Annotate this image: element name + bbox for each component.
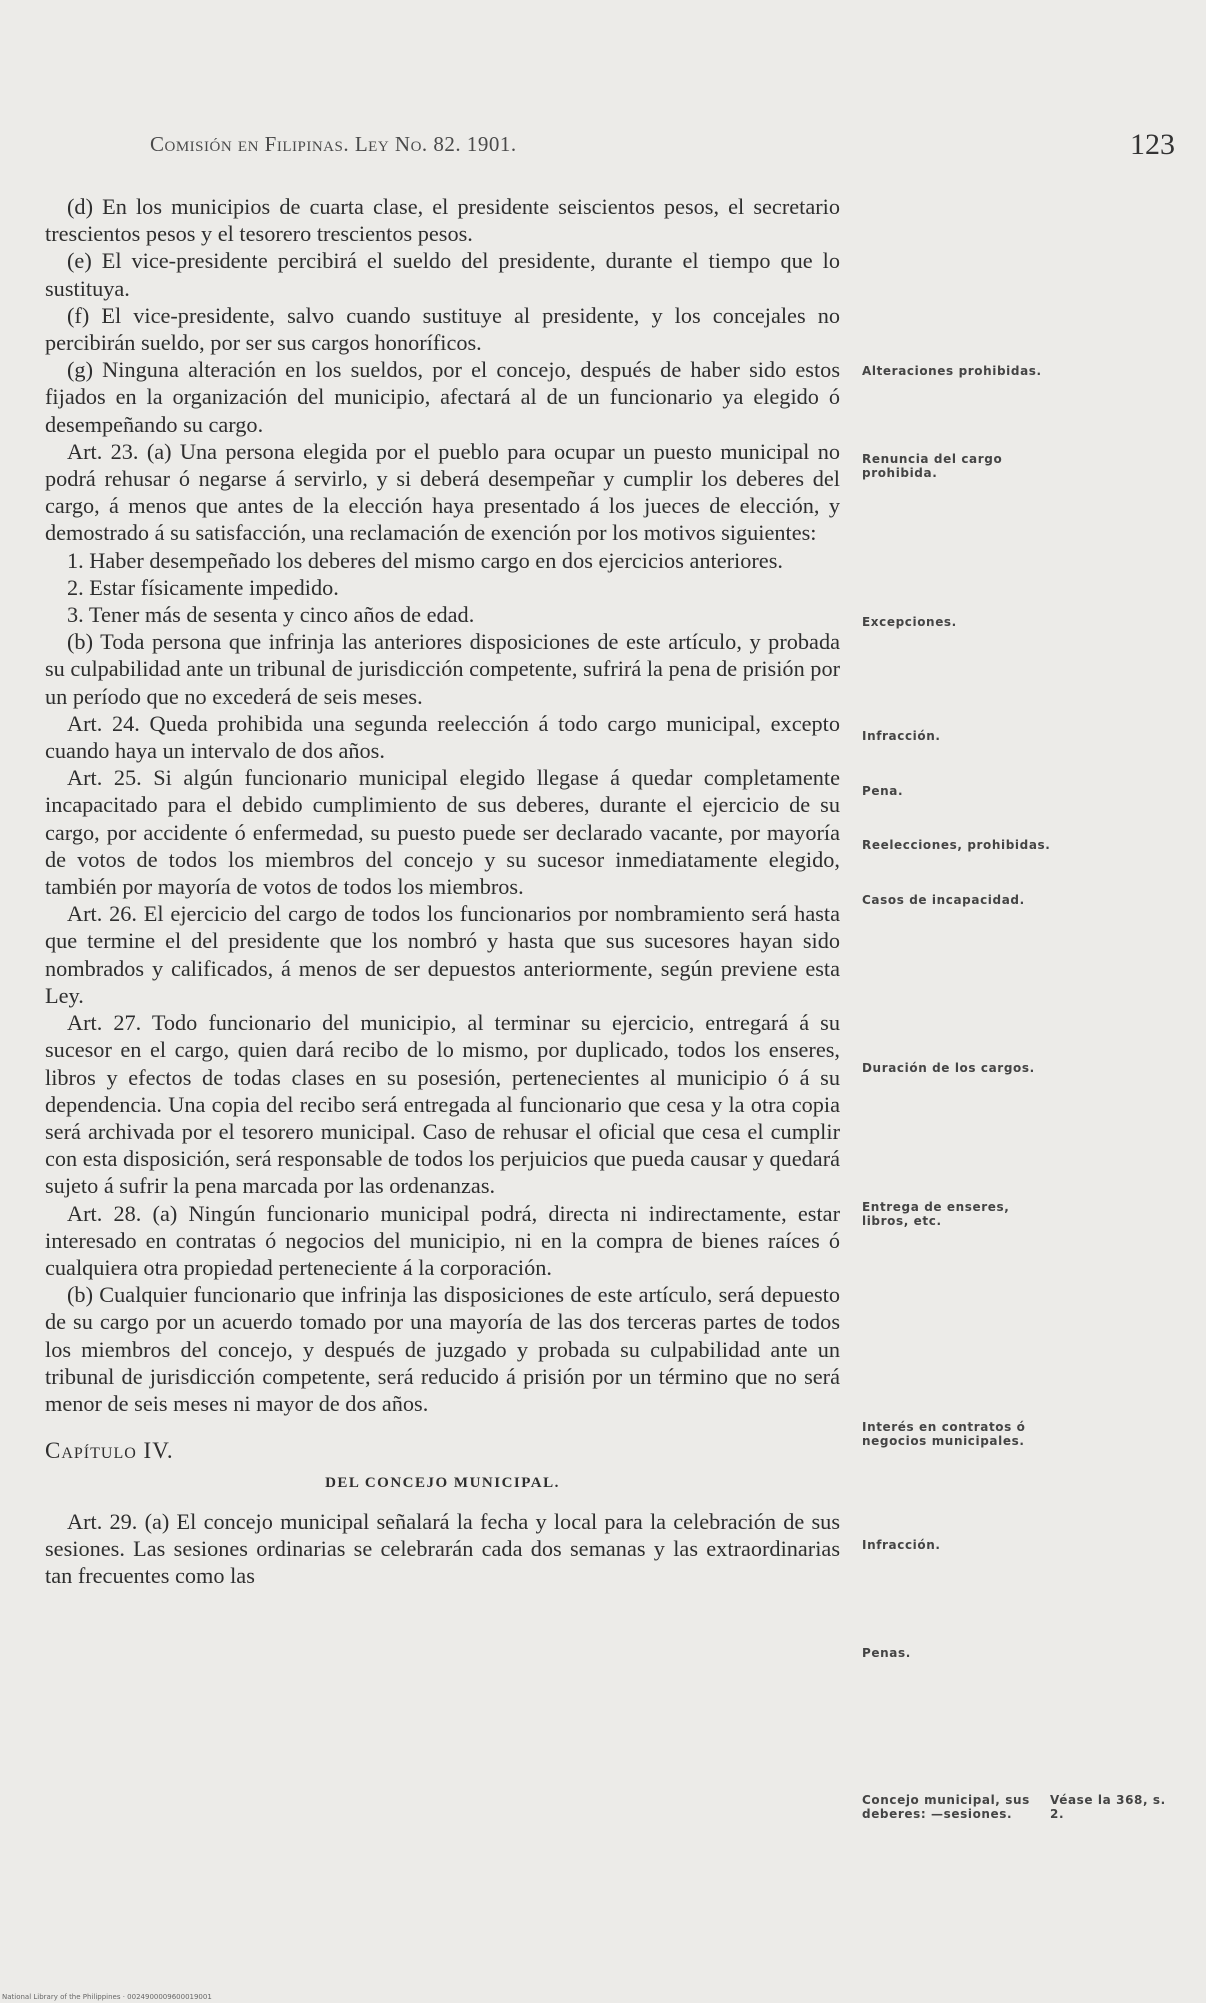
paragraph: (f) El vice-presidente, salvo cuando sustituye al presidente, y los concejales no percibirán sueldo, por ser sus cargos honoríficos. xyxy=(45,302,840,356)
list-item: 2. Estar físicamente impedido. xyxy=(67,574,339,600)
margin-note: Renuncia del cargo prohibida. xyxy=(862,452,1003,480)
paragraph: (e) El vice-presidente percibirá el sueldo del presidente, durante el tiempo que lo sustituya. xyxy=(45,248,840,301)
margin-note: Casos de incapacidad. xyxy=(862,893,1025,907)
paragraph: (g) Ninguna alteración en los sueldos, por el concejo, después de haber sido estos fijados en la organización del municipio, afectará al de un funcionario ya elegido ó desempeñando su cargo. xyxy=(45,357,840,437)
article-25: Art. 25. Si algún funcionario municipal elegido llegase á quedar completamente incapacitado para el debido cumplimiento de sus deberes, durante el ejercicio de su cargo, por accidente ó enfermedad, su puesto puede ser declarado vacante, por mayoría de votos de todos los miembros del concejo y su sucesor inmediatamente elegido, también por mayoría de votos de todos los miembros. xyxy=(45,765,840,900)
cross-reference-note: Véase la 368, s. 2. xyxy=(1050,1793,1166,1821)
article-27: Art. 27. Todo funcionario del municipio, al terminar su ejercicio, entregará á su sucesor en el cargo, quien dará recibo de lo mismo, por duplicado, todos los enseres, libros y efectos de todas clases en su posesión, pertenecientes al municipio ó á su dependencia. Una copia del recibo será entregada al funcionario que cesa y la otra copia será archivada por el tesorero municipal. Caso de rehusar el oficial que cesa el cumplir con esta disposición, será responsable de todos los perjuicios que pueda causar y quedará sujeto á sufrir la pena marcada por las ordenanzas. xyxy=(45,1010,841,1199)
list-item: 1. Haber desempeñado los deberes del mismo cargo en dos ejercicios anteriores. xyxy=(67,547,783,573)
paragraph: (b) Cualquier funcionario que infrinja las disposiciones de este artículo, será depuesto de su cargo por un acuerdo tomado por una mayoría de las dos terceras partes de todos los miembros del concejo, y después de juzgado y probada su culpabilidad ante un tribunal de jurisdicción competente, será reducido á prisión por un término que no será menor de seis meses ni mayor de dos años. xyxy=(45,1282,840,1416)
article-26: Art. 26. El ejercicio del cargo de todos los funcionarios por nombramiento será hasta que termine el del presidente que los nombró y hasta que sus sucesores hayan sido nombrados y calificados, á menos de ser depuestos anteriormente, según previene esta Ley. xyxy=(45,901,840,1008)
margin-note: Penas. xyxy=(862,1646,911,1660)
page-header xyxy=(150,128,1175,168)
article-23: Art. 23. (a) Una persona elegida por el pueblo para ocupar un puesto municipal no podrá rehusar ó negarse á servirlo, y si deberá desempeñar y cumplir los deberes del cargo, á menos que antes de la elección haya presentado á los jueces de elección, y demostrado á su satisfacción, una reclamación de exención por los motivos siguientes: xyxy=(45,438,840,546)
chapter-title: Capítulo IV. xyxy=(45,1438,174,1464)
article-29: Art. 29. (a) El concejo municipal señalará la fecha y local para la celebración de sus sesiones. Las sesiones ordinarias se celebrarán cada dos semanas y las extraordinarias tan frecuentes como las xyxy=(45,1508,840,1588)
margin-note: Entrega de enseres, libros, etc. xyxy=(862,1200,1010,1228)
margin-note: Duración de los cargos. xyxy=(862,1061,1035,1075)
margin-note: Alteraciones prohibidas. xyxy=(862,364,1042,378)
list-item: 3. Tener más de sesenta y cinco años de edad. xyxy=(67,602,475,628)
paragraph: (b) Toda persona que infrinja las anteriores disposiciones de este artículo, y probada su culpabilidad ante un tribunal de jurisdicción competente, sufrirá la pena de prisión por un período que no excederá de seis meses. xyxy=(45,629,841,709)
body-text xyxy=(45,193,840,1589)
margin-note: Infracción. xyxy=(862,1538,941,1552)
article-28: Art. 28. (a) Ningún funcionario municipal podrá, directa ni indirectamente, estar interesado en contratas ó negocios del municipio, ni en la compra de bienes raíces ó cualquiera otra propiedad perteneciente á la corporación. xyxy=(45,1200,840,1280)
chapter-subtitle: DEL CONCEJO MUNICIPAL. xyxy=(325,1475,560,1492)
margin-note: Concejo municipal, sus deberes: —sesiones. xyxy=(862,1793,1030,1821)
page-number: 123 xyxy=(1130,128,1175,161)
margin-note: Excepciones. xyxy=(862,615,957,629)
margin-note: Interés en contratos ó negocios municipales. xyxy=(862,1420,1026,1448)
margin-note: Infracción. xyxy=(862,729,941,743)
scan-footer: National Library of the Philippines · 0024900009600019001 xyxy=(2,1993,212,2001)
article-24: Art. 24. Queda prohibida una segunda reelección á todo cargo municipal, excepto cuando haya un intervalo de dos años. xyxy=(45,710,840,764)
margin-note: Reelecciones, prohibidas. xyxy=(862,838,1051,852)
margin-note: Pena. xyxy=(862,784,904,798)
running-title: Comisión en Filipinas. Ley No. 82. 1901. xyxy=(150,132,517,156)
paragraph: (d) En los municipios de cuarta clase, el presidente seiscientos pesos, el secretario trescientos pesos y el tesorero trescientos pesos. xyxy=(45,194,840,247)
